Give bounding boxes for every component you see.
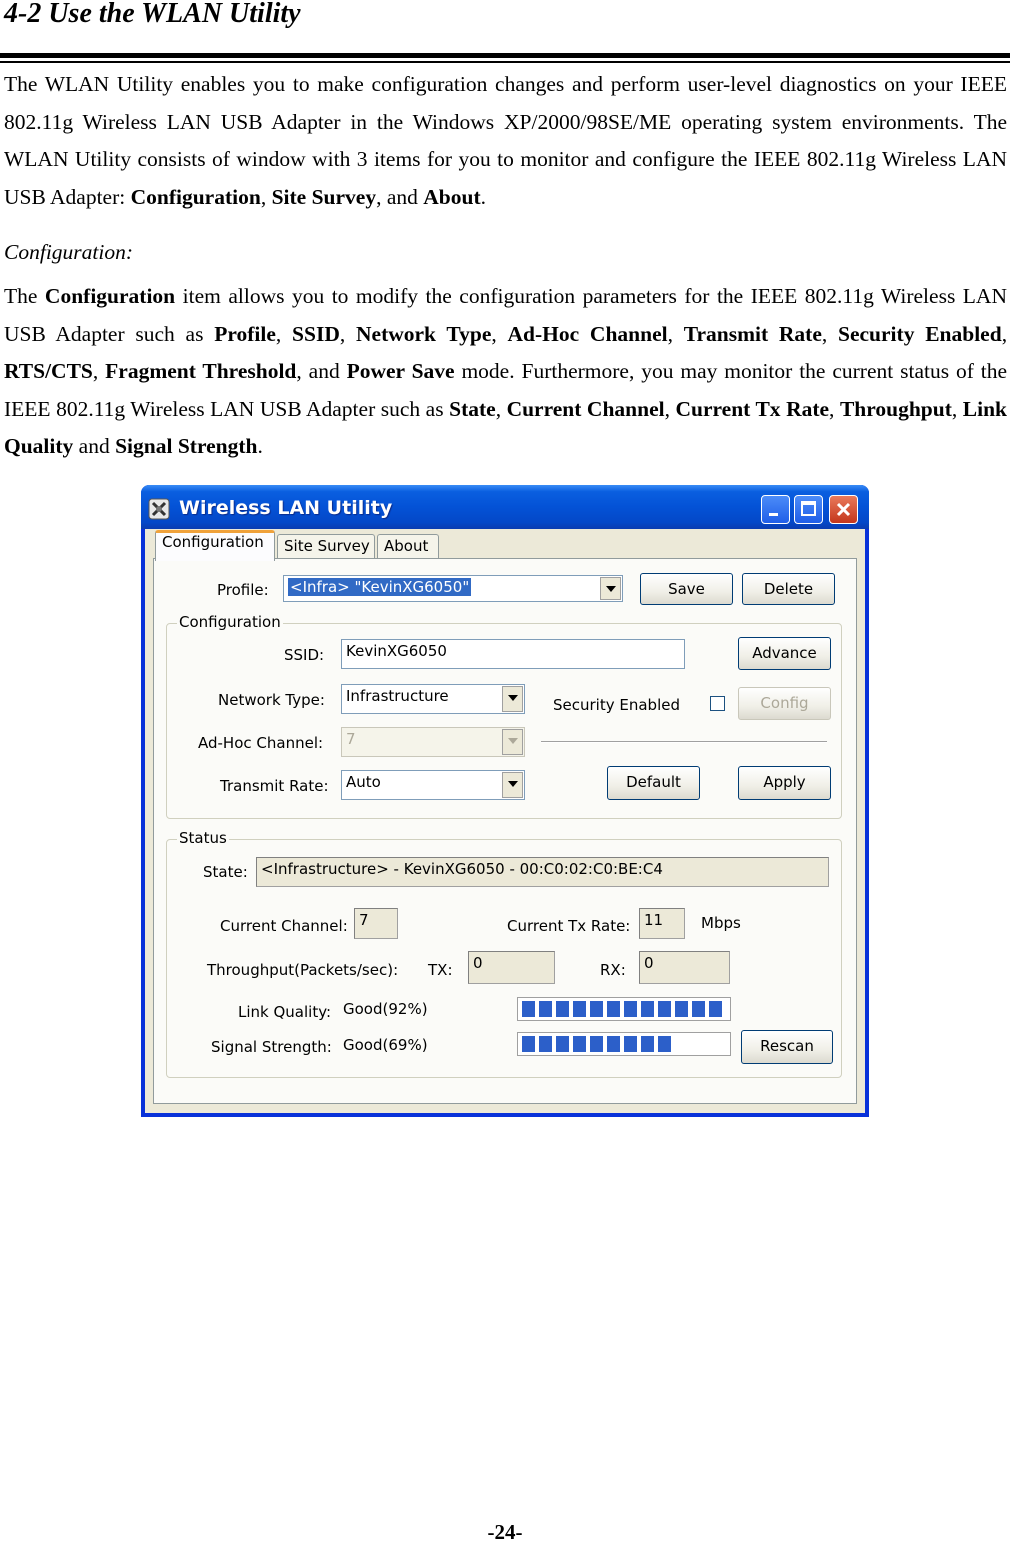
network-type-combo[interactable] bbox=[341, 684, 525, 714]
chevron-down-icon[interactable] bbox=[600, 577, 621, 600]
link-quality-segment bbox=[522, 1001, 535, 1017]
current-channel-label: Current Channel: bbox=[220, 917, 348, 935]
signal-strength-segment bbox=[573, 1036, 586, 1052]
default-button[interactable]: Default bbox=[607, 766, 700, 800]
link-quality-segment bbox=[624, 1001, 637, 1017]
transmit-rate-combo[interactable] bbox=[341, 770, 525, 800]
window-title: Wireless LAN Utility bbox=[179, 497, 393, 519]
transmit-rate-label: Transmit Rate: bbox=[220, 777, 329, 795]
heading-rule-thick bbox=[0, 53, 1010, 58]
link-quality-segment bbox=[709, 1001, 722, 1017]
link-quality-segment bbox=[539, 1001, 552, 1017]
adhoc-channel-combo[interactable] bbox=[341, 727, 525, 757]
link-quality-segment bbox=[573, 1001, 586, 1017]
wlan-app-icon bbox=[148, 498, 170, 520]
rx-label: RX: bbox=[600, 961, 626, 979]
signal-strength-label: Signal Strength: bbox=[211, 1038, 332, 1056]
signal-strength-segment bbox=[658, 1036, 671, 1052]
profile-label: Profile: bbox=[217, 581, 269, 599]
configuration-paragraph: The Configuration item allows you to modify the configuration parameters for the IEEE 802.11g Wireless LAN USB Adapter such as Profile, SSID, Network Type, Ad-Hoc Channel, Transmit Rate, Security Enabled, RTS/CTS, Fragment Threshold, and Power Save mode. Furthermore, you may monitor the current status of the IEEE 802.11g Wireless LAN USB Adapter such as State, Current Channel, Current Tx Rate, Throughput, Link Quality and Signal Strength. bbox=[4, 284, 1008, 458]
signal-strength-segment bbox=[590, 1036, 603, 1052]
link-quality-segment bbox=[556, 1001, 569, 1017]
adhoc-channel-value: 7 bbox=[346, 730, 356, 748]
link-quality-segment bbox=[607, 1001, 620, 1017]
tx-value: 0 bbox=[468, 951, 555, 984]
window-client-area bbox=[145, 529, 865, 1113]
current-tx-rate-label: Current Tx Rate: bbox=[507, 917, 631, 935]
minimize-icon bbox=[762, 496, 789, 523]
signal-strength-segment bbox=[641, 1036, 654, 1052]
chevron-down-icon[interactable] bbox=[502, 772, 523, 798]
maximize-button[interactable] bbox=[794, 495, 823, 524]
security-enabled-label: Security Enabled bbox=[553, 696, 680, 714]
apply-button[interactable]: Apply bbox=[738, 766, 831, 800]
link-quality-segments bbox=[520, 1000, 728, 1018]
tab-configuration[interactable]: Configuration bbox=[155, 530, 275, 561]
heading-rule-thin bbox=[0, 61, 1010, 63]
status-group-title: Status bbox=[179, 829, 227, 847]
link-quality-segment bbox=[658, 1001, 671, 1017]
close-icon bbox=[830, 496, 857, 523]
title-bar[interactable] bbox=[141, 485, 869, 529]
adhoc-channel-label: Ad-Hoc Channel: bbox=[198, 734, 324, 752]
configuration-subheading: Configuration: bbox=[4, 240, 134, 264]
link-quality-segment bbox=[692, 1001, 705, 1017]
advance-button[interactable]: Advance bbox=[738, 637, 831, 670]
intro-paragraph: The WLAN Utility enables you to make configuration changes and perform user-level diagnostics on your IEEE 802.11g Wireless LAN USB Adapter in the Windows XP/2000/98SE/ME operating system environments. The WLAN Utility consists of window with 3 items for you to monitor and configure the IEEE 802.11g Wireless LAN USB Adapter: Configuration, Site Survey, and About. bbox=[4, 72, 1007, 209]
tx-label: TX: bbox=[428, 961, 453, 979]
link-quality-label: Link Quality: bbox=[238, 1003, 332, 1021]
transmit-rate-value: Auto bbox=[346, 773, 381, 791]
section-heading: 4-2 Use the WLAN Utility bbox=[4, 0, 301, 29]
save-button[interactable]: Save bbox=[640, 573, 733, 605]
rescan-button[interactable]: Rescan bbox=[741, 1030, 833, 1064]
link-quality-value: Good(92%) bbox=[343, 1000, 428, 1018]
network-type-label: Network Type: bbox=[218, 691, 325, 709]
delete-button[interactable]: Delete bbox=[742, 573, 835, 605]
link-quality-segment bbox=[641, 1001, 654, 1017]
security-enabled-checkbox[interactable] bbox=[710, 696, 725, 711]
signal-strength-segment bbox=[624, 1036, 637, 1052]
signal-strength-segment bbox=[556, 1036, 569, 1052]
network-type-value: Infrastructure bbox=[346, 687, 449, 705]
separator-line bbox=[541, 741, 827, 743]
configuration-group-title: Configuration bbox=[179, 613, 281, 631]
profile-combo[interactable] bbox=[283, 575, 623, 602]
maximize-icon bbox=[795, 496, 822, 523]
ssid-label: SSID: bbox=[284, 646, 325, 664]
configuration-tab-panel bbox=[153, 558, 857, 1104]
status-group bbox=[166, 829, 842, 1078]
ssid-input[interactable]: KevinXG6050 bbox=[341, 639, 685, 669]
state-label: State: bbox=[203, 863, 248, 881]
current-tx-rate-value: 11 bbox=[639, 908, 685, 939]
signal-strength-segments bbox=[520, 1035, 728, 1053]
state-value: <Infrastructure> - KevinXG6050 - 00:C0:02:C0:BE:C4 bbox=[256, 857, 829, 887]
close-button[interactable] bbox=[829, 495, 858, 524]
profile-value: <Infra> "KevinXG6050" bbox=[290, 578, 470, 596]
signal-strength-segment bbox=[539, 1036, 552, 1052]
minimize-button[interactable] bbox=[761, 495, 790, 524]
chevron-down-icon[interactable] bbox=[502, 686, 523, 712]
link-quality-bar bbox=[517, 997, 731, 1021]
link-quality-segment bbox=[675, 1001, 688, 1017]
signal-strength-segment bbox=[522, 1036, 535, 1052]
rx-value: 0 bbox=[639, 951, 730, 984]
mbps-unit: Mbps bbox=[701, 914, 741, 932]
wlan-utility-window bbox=[141, 485, 869, 1117]
configuration-group bbox=[166, 613, 842, 819]
signal-strength-bar bbox=[517, 1032, 731, 1056]
signal-strength-segment bbox=[607, 1036, 620, 1052]
signal-strength-value: Good(69%) bbox=[343, 1036, 428, 1054]
link-quality-segment bbox=[590, 1001, 603, 1017]
config-button[interactable]: Config bbox=[738, 687, 831, 720]
throughput-label: Throughput(Packets/sec): bbox=[207, 961, 399, 979]
chevron-down-icon[interactable] bbox=[502, 729, 523, 755]
tab-about[interactable]: About bbox=[377, 534, 439, 560]
tab-site-survey[interactable]: Site Survey bbox=[277, 534, 375, 560]
page-number: -24- bbox=[487, 1520, 523, 1544]
current-channel-value: 7 bbox=[354, 908, 398, 939]
